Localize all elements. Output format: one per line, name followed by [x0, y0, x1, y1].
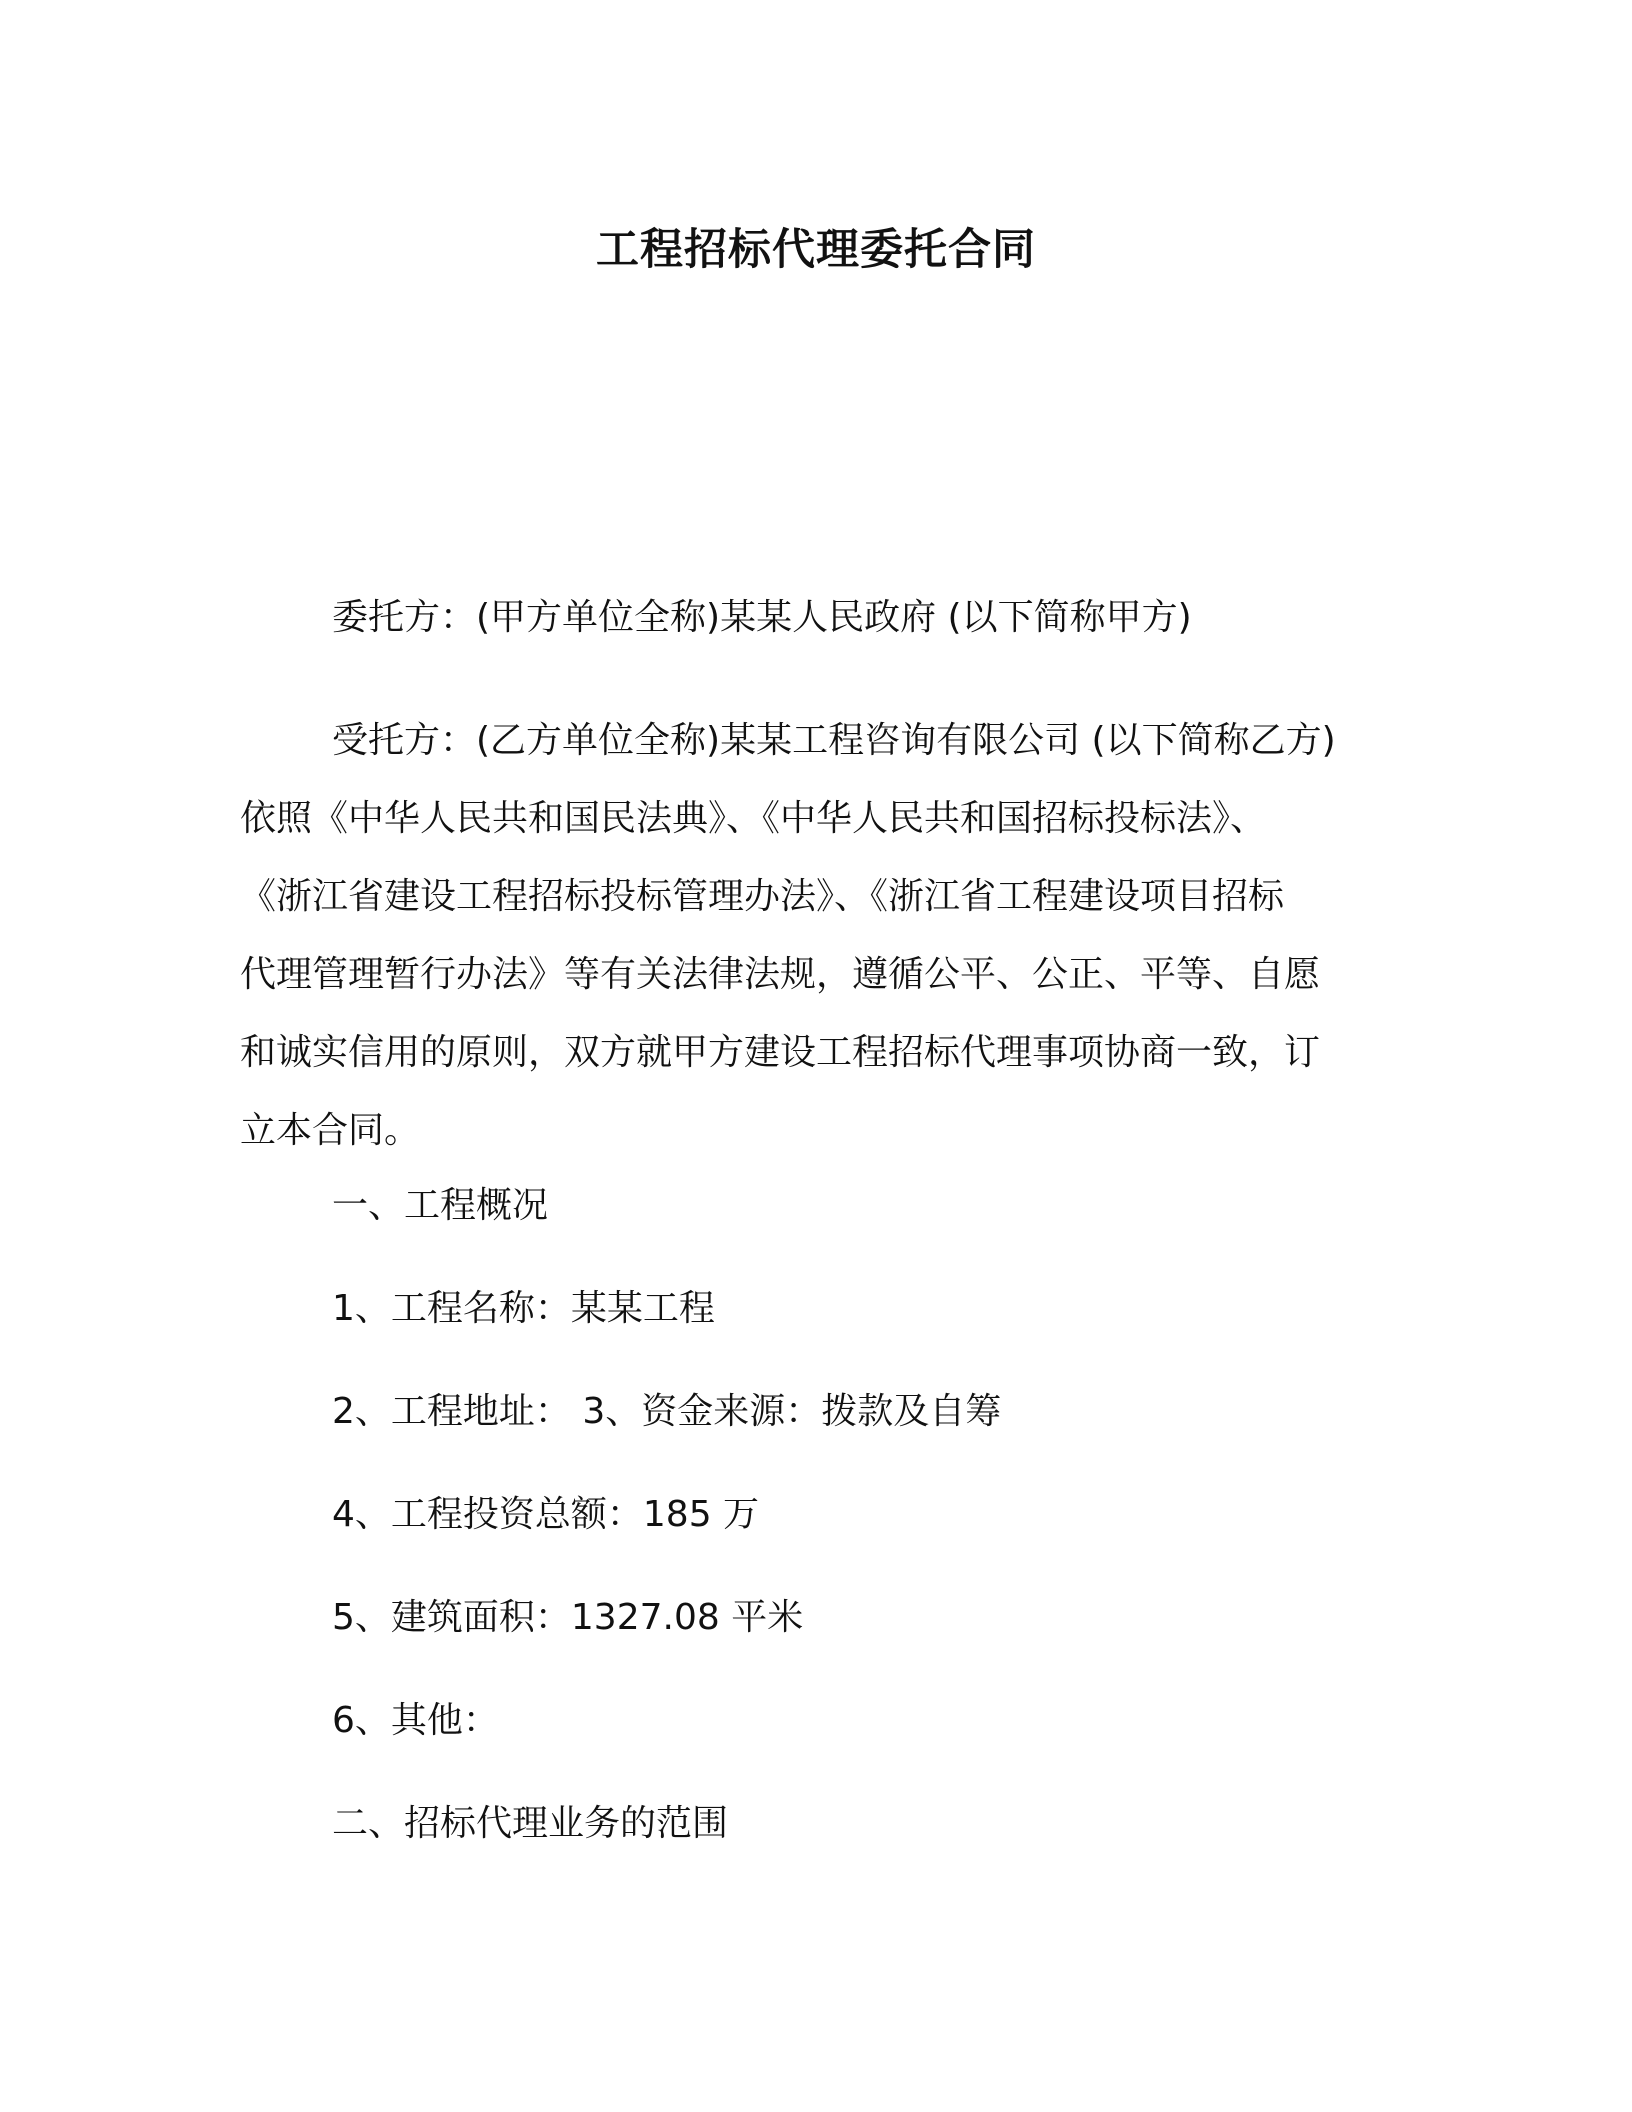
- list-item-project-name: 1、工程名称：某某工程: [332, 1288, 715, 1329]
- entrusting-party-paragraph: 委托方：(甲方单位全称)某某人民政府 (以下简称甲方): [332, 597, 1192, 638]
- intro-line: 《浙江省建设工程招标投标管理办法》、《浙江省工程建设项目招标: [240, 876, 1285, 917]
- list-item-investment-total: 4、工程投资总额：185 万: [332, 1494, 760, 1535]
- intro-paragraph: [240, 702, 1380, 1170]
- list-item-building-area: 5、建筑面积：1327.08 平米: [332, 1597, 804, 1638]
- intro-line: 受托方：(乙方单位全称)某某工程咨询有限公司 (以下简称乙方): [332, 720, 1336, 761]
- intro-line: 和诚实信用的原则，双方就甲方建设工程招标代理事项协商一致，订: [240, 1032, 1321, 1073]
- list-item-other: 6、其他：: [332, 1700, 499, 1741]
- section-heading-project-overview: 一、工程概况: [332, 1185, 549, 1226]
- intro-line: 代理管理暂行办法》等有关法律法规，遵循公平、公正、平等、自愿: [240, 954, 1321, 995]
- intro-line: 立本合同。: [240, 1110, 421, 1151]
- section-heading-agency-scope: 二、招标代理业务的范围: [332, 1803, 729, 1844]
- list-item-project-address-funding: 2、工程地址： 3、资金来源：拨款及自筹: [332, 1391, 1002, 1432]
- document-title: 工程招标代理委托合同: [596, 225, 1036, 275]
- intro-line: 依照《中华人民共和国民法典》、《中华人民共和国招标投标法》、: [240, 798, 1267, 839]
